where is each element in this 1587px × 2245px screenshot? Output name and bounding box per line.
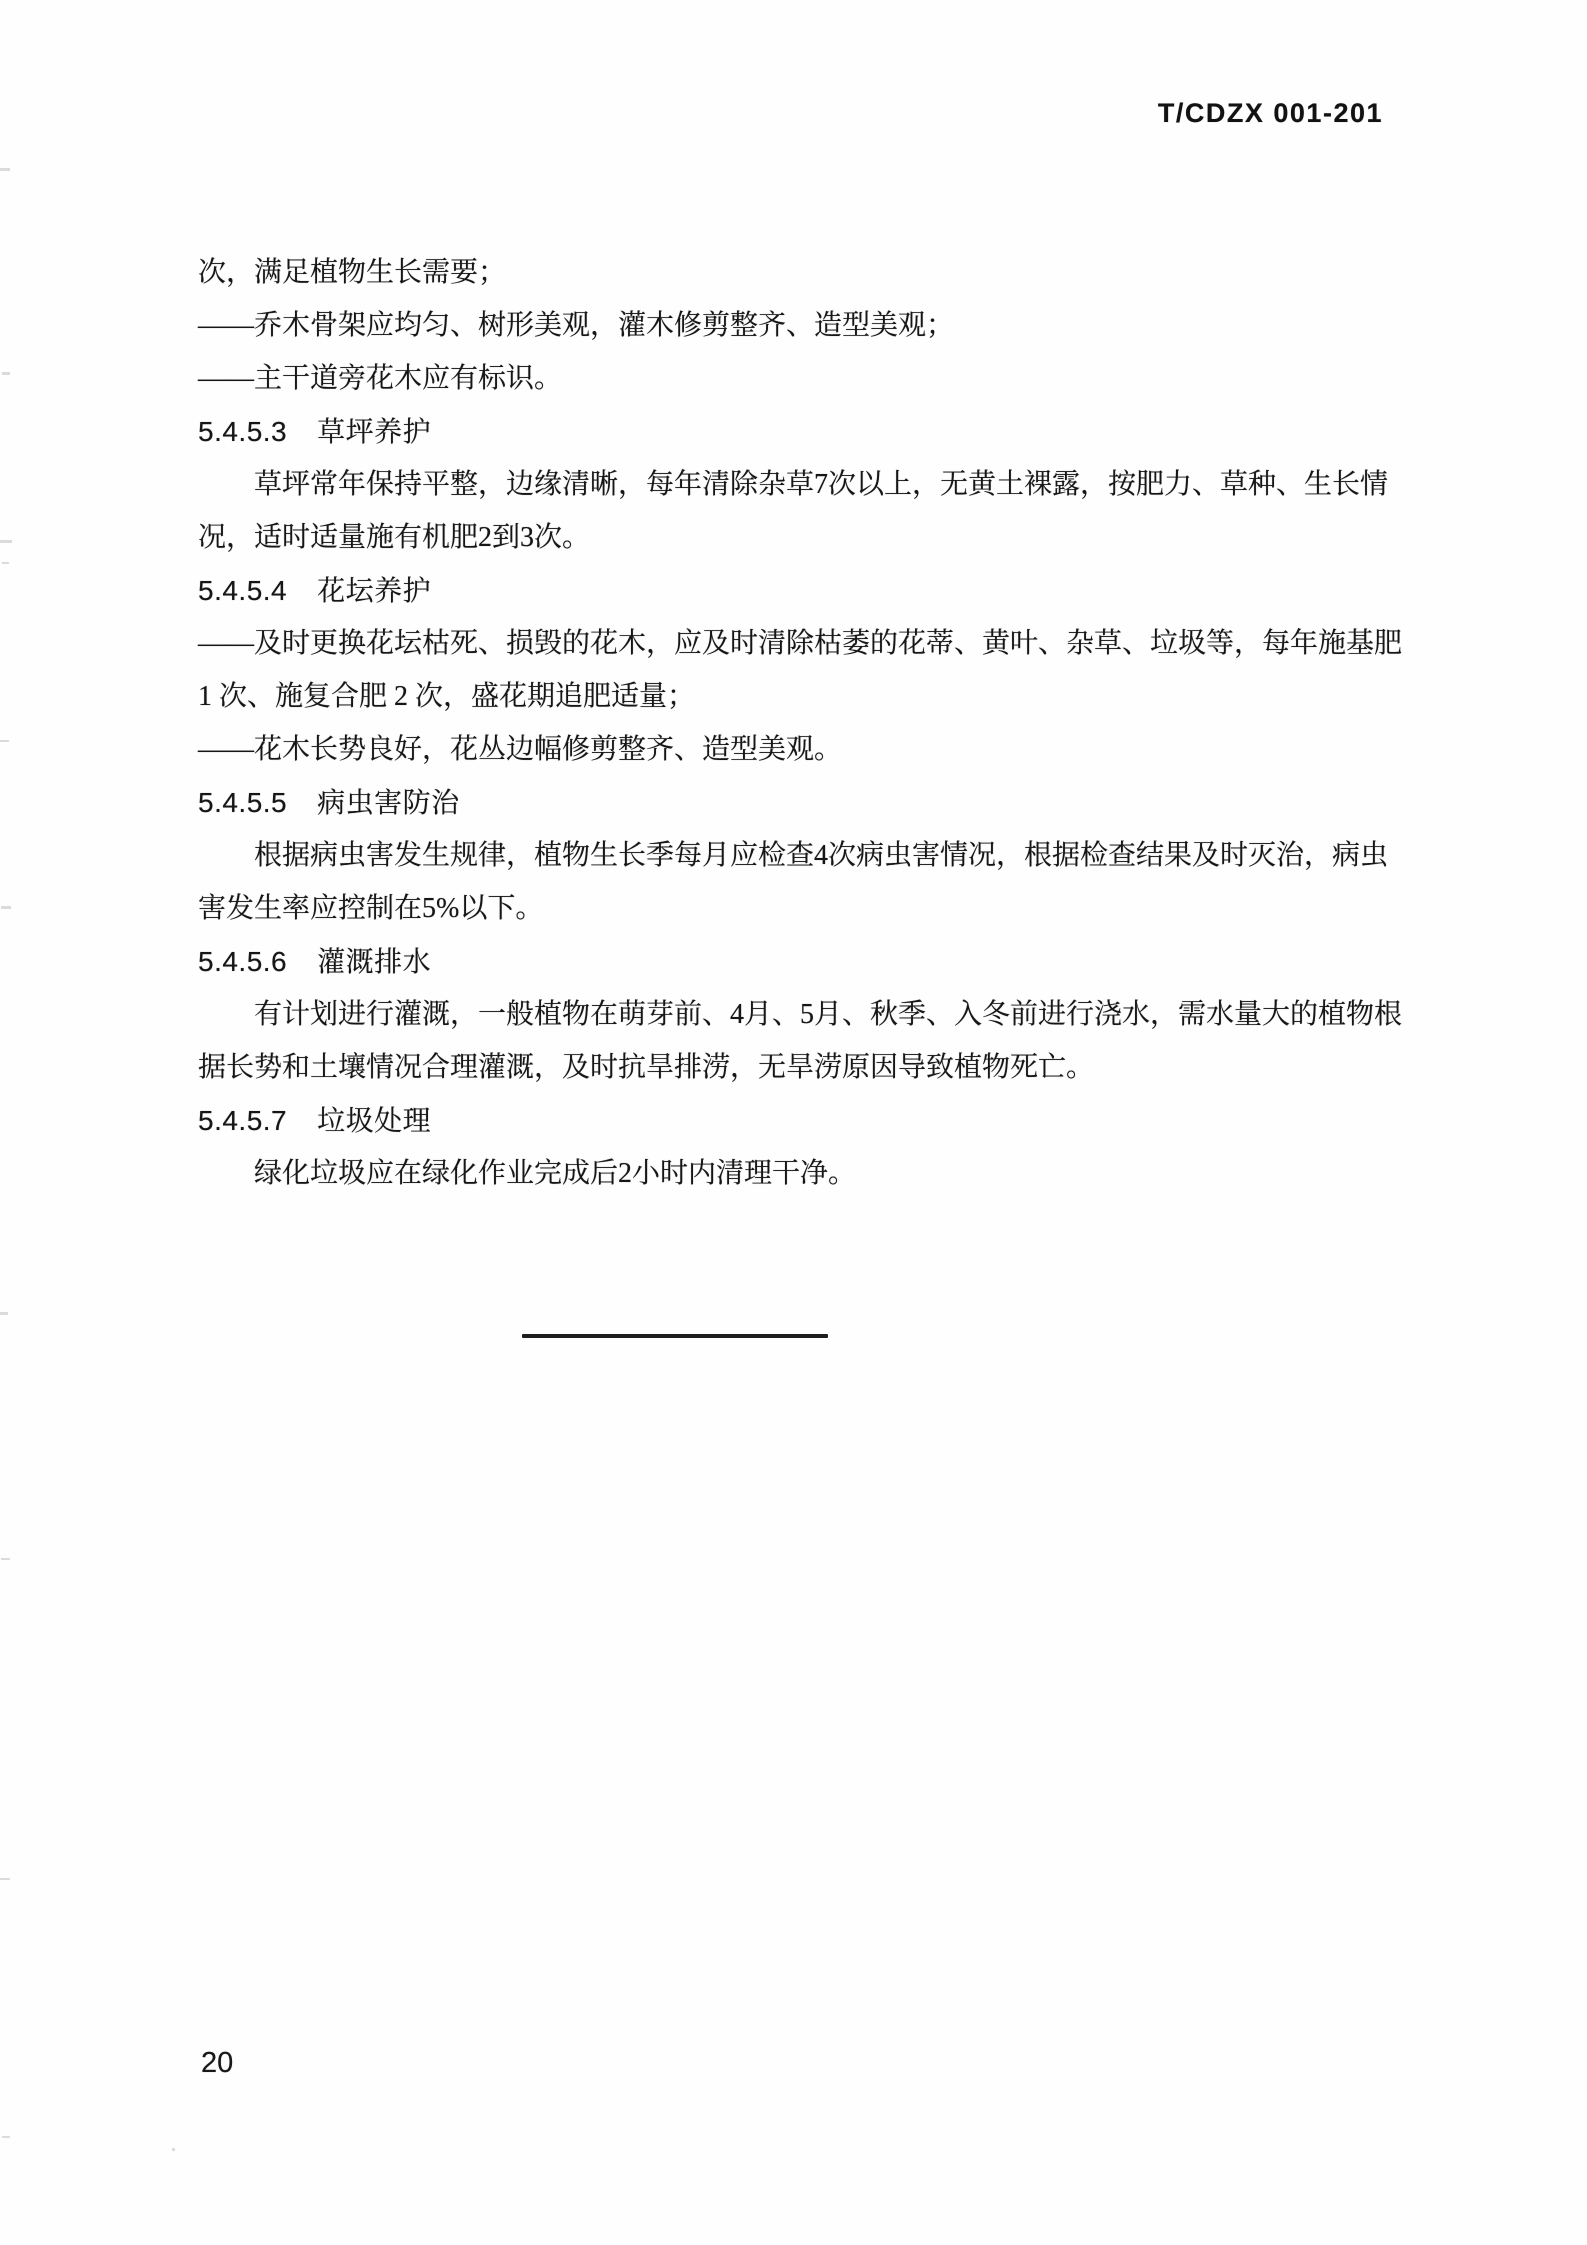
text-line: 据长势和土壤情况合理灌溉，及时抗旱排涝，无旱涝原因导致植物死亡。 — [198, 1052, 1095, 1083]
dash-list-item: ——及时更换花坛枯死、损毁的花木，应及时清除枯萎的花蒂、黄叶、杂草、垃圾等，每年施基肥 — [198, 628, 1403, 659]
heading-title: 草坪养护 — [317, 416, 432, 447]
text-line: 根据病虫害发生规律，植物生长季每月应检查4次病虫害情况，根据检查结果及时灭治，病虫 — [254, 840, 1389, 871]
heading-number: 5.4.5.5 — [198, 787, 288, 818]
section-heading — [198, 776, 1478, 829]
text-line: 草坪常年保持平整，边缘清晰，每年清除杂草7次以上，无黄土裸露，按肥力、草种、生长情 — [254, 469, 1389, 500]
text-line: 有计划进行灌溉，一般植物在萌芽前、4月、5月、秋季、入冬前进行浇水，需水量大的植物根 — [254, 999, 1403, 1030]
scan-artifact — [0, 740, 9, 742]
heading-title: 病虫害防治 — [317, 787, 460, 818]
dash-list-item: ——主干道旁花木应有标识。 — [198, 363, 563, 394]
text-line: 绿化垃圾应在绿化作业完成后2小时内清理干净。 — [254, 1158, 857, 1189]
standard-code-header: T/CDZX 001-201 — [1157, 98, 1383, 128]
section-heading — [198, 564, 1478, 617]
document-content — [198, 246, 1478, 1200]
section-heading — [198, 405, 1478, 458]
heading-title: 灌溉排水 — [317, 946, 432, 977]
dash-list-item: ——乔木骨架应均匀、树形美观，灌木修剪整齐、造型美观； — [198, 310, 955, 341]
scan-artifact — [2, 562, 9, 564]
heading-title: 花坛养护 — [317, 575, 432, 606]
heading-title: 垃圾处理 — [317, 1105, 432, 1136]
heading-number: 5.4.5.4 — [198, 575, 288, 606]
text-line: 况，适时适量施有机肥2到3次。 — [198, 522, 591, 553]
scan-artifact — [0, 168, 10, 171]
heading-number: 5.4.5.3 — [198, 416, 288, 447]
text-line: 次，满足植物生长需要； — [198, 257, 507, 288]
dash-list-item: ——花木长势良好，花丛边幅修剪整齐、造型美观。 — [198, 734, 843, 765]
text-line: 害发生率应控制在5%以下。 — [198, 893, 544, 924]
scan-artifact — [172, 2148, 175, 2151]
section-heading — [198, 1094, 1478, 1147]
section-heading — [198, 935, 1478, 988]
scan-artifact — [2, 372, 10, 375]
end-of-text-divider — [522, 1334, 828, 1338]
text-line: 1 次、施复合肥 2 次，盛花期追肥适量； — [198, 681, 696, 712]
scan-artifact — [0, 1878, 10, 1880]
scan-artifact — [1, 906, 11, 909]
heading-number: 5.4.5.6 — [198, 946, 288, 977]
scan-artifact — [0, 1312, 8, 1315]
page-number: 20 — [201, 2047, 234, 2079]
heading-number: 5.4.5.7 — [198, 1105, 288, 1136]
scan-artifact — [2, 2136, 10, 2138]
scan-artifact — [1, 1558, 10, 1560]
scan-artifact — [0, 540, 12, 543]
